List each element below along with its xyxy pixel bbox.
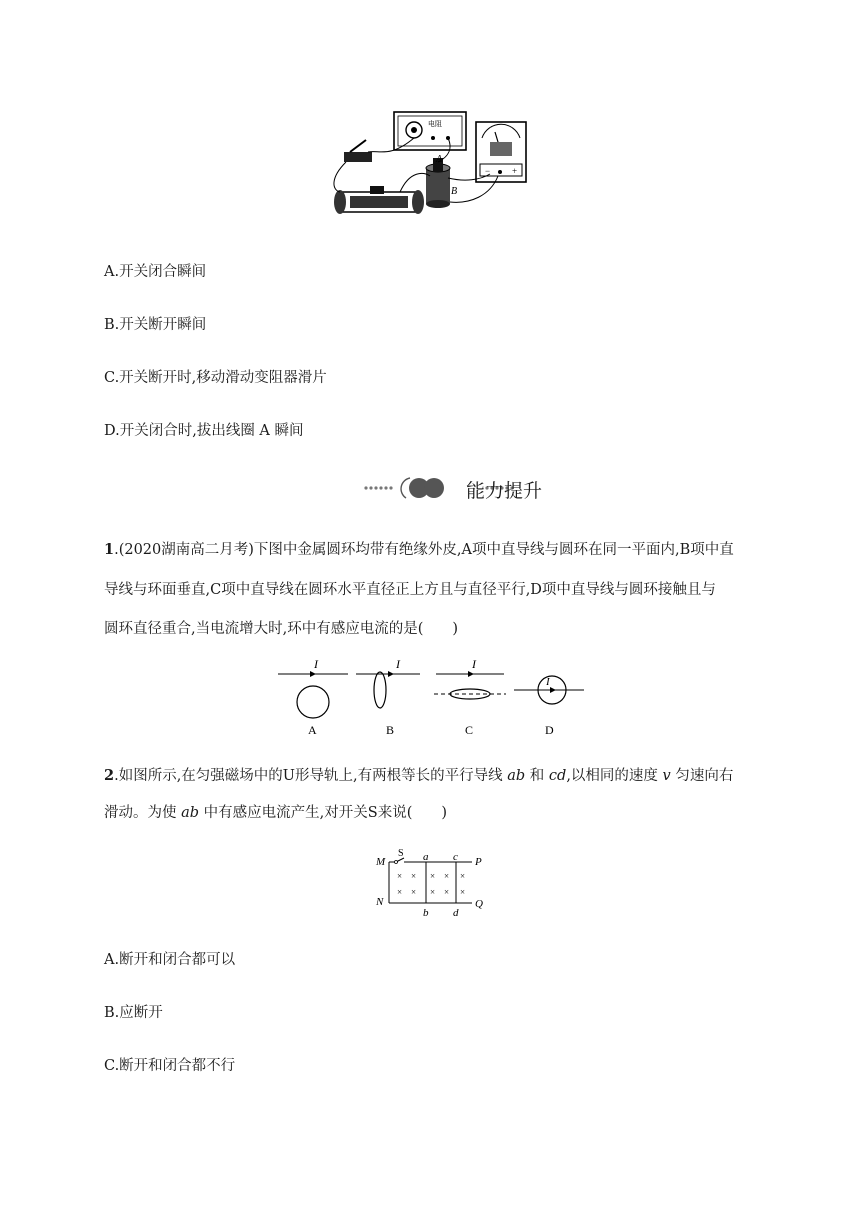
svg-text:a: a (423, 851, 429, 863)
svg-text:×: × (444, 887, 450, 897)
q2-option-a: A.断开和闭合都可以 (104, 952, 236, 968)
svg-text:+: + (512, 166, 518, 176)
q2-option-b: B.应断开 (104, 1005, 163, 1021)
coil-a-label: A (436, 154, 443, 165)
q1-number: 1 (104, 541, 115, 558)
q2-number: 2 (104, 767, 115, 784)
svg-text:d: d (453, 907, 459, 919)
svg-text:−: − (485, 166, 491, 176)
svg-text:I: I (472, 657, 476, 671)
svg-text:M: M (376, 856, 386, 868)
q1-line1: 1.(2020湖南高二月考)下图中金属圆环均带有绝缘外皮,A项中直导线与圆环在同一平面内,B项中直 (104, 541, 734, 558)
q2-option-c: C.断开和闭合都不行 (104, 1058, 236, 1074)
option-c: C.开关断开时,移动滑动变阻器滑片 (104, 370, 327, 386)
section-title: 能力提升 (466, 480, 543, 502)
q2-line2: 滑动。为使 ab 中有感应电流产生,对开关S来说( ) (104, 805, 448, 821)
svg-text:×: × (411, 887, 417, 897)
svg-text:×: × (444, 871, 450, 881)
svg-text:I: I (396, 657, 400, 671)
electromagnetic-induction-apparatus-figure (330, 108, 530, 226)
svg-text:I: I (546, 676, 550, 688)
coil-b-label: B (451, 186, 458, 197)
q2-rail-circuit-figure (372, 846, 492, 920)
svg-text:×: × (460, 887, 466, 897)
q1-label-c: C (465, 723, 474, 737)
svg-text:×: × (430, 871, 436, 881)
q2-line1: 2.如图所示,在匀强磁场中的U形导轨上,有两根等长的平行导线 ab 和 cd,以相同的速度 v 匀速向右 (104, 767, 734, 784)
q1-label-a: A (308, 723, 317, 737)
svg-text:P: P (475, 856, 482, 868)
q1-line2: 导线与环面垂直,C项中直导线在圆环水平直径正上方且与直径平行,D项中直导线与圆环接触且与 (104, 582, 716, 598)
q1-line3: 圆环直径重合,当电流增大时,环中有感应电流的是( ) (104, 621, 459, 637)
svg-text:×: × (460, 871, 466, 881)
option-d: D.开关闭合时,拔出线圈 A 瞬间 (104, 423, 304, 439)
svg-text:I: I (314, 657, 318, 671)
svg-text:S: S (398, 848, 404, 859)
q1-label-b: B (386, 723, 395, 737)
svg-text:b: b (423, 907, 429, 919)
svg-text:×: × (411, 871, 417, 881)
option-b: B.开关断开瞬间 (104, 317, 207, 333)
svg-text:×: × (397, 871, 403, 881)
option-a: A.开关闭合瞬间 (104, 264, 207, 280)
svg-text:N: N (376, 896, 384, 908)
q1-ring-options-figure (270, 656, 590, 740)
svg-text:c: c (453, 851, 458, 863)
svg-text:×: × (397, 887, 403, 897)
svg-text:Q: Q (475, 898, 483, 910)
q1-label-d: D (545, 723, 554, 737)
svg-text:×: × (430, 887, 436, 897)
power-supply-label: 电阻 (428, 120, 442, 128)
